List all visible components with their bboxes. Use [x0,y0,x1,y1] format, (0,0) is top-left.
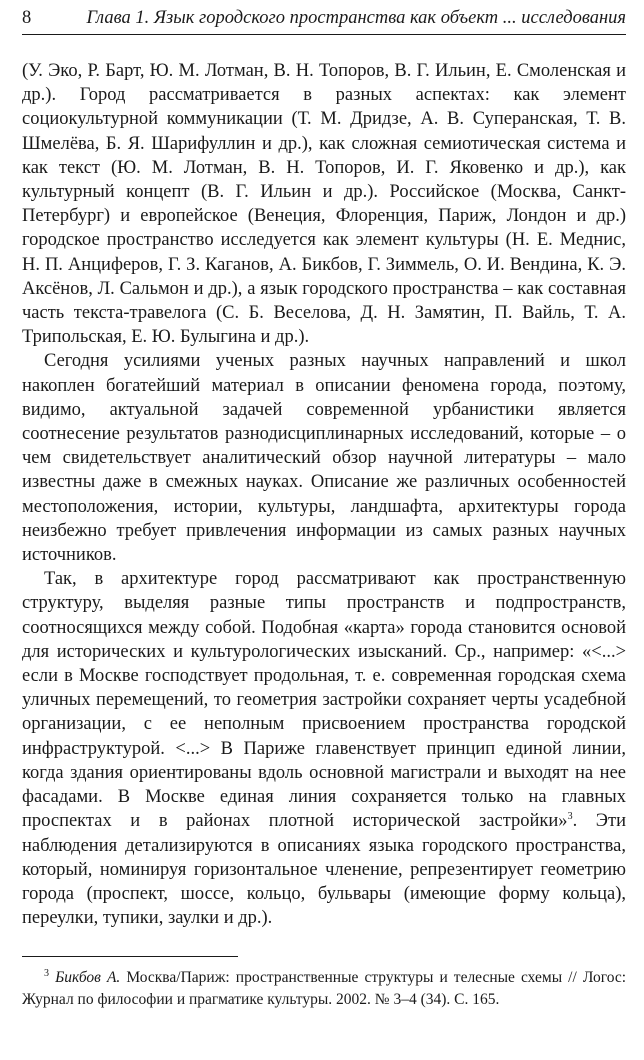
footnote-reference: 3 [567,811,573,823]
body-text [22,59,626,930]
paragraph-2: Сегодня усилиями ученых разных научных направлений и школ накоплен богатейший материал в описании феномена города, поэтому, видимо, актуальной задачей современной урбанистики является соотнесение результатов разнодисциплинарных исследований, которые – о чем свидетельствует аналитический обзор научной литературы – мало известны даже в смежных науках. Описание же различных особенностей местоположения, истории, культуры, ландшафта, архитектуры города неизбежно требует привлечения информации из самых разных научных источников. [22,351,626,566]
page-number: 8 [22,8,32,28]
paragraph-3-text: Так, в архитектуре город рассматривают как пространственную структуру, выделяя разные типы пространств и подпространств, соотносящихся между собой. Подобная «карта» города становится основой для исторических и культурологических изысканий. Ср., например: «<...> если в Москве господствует продольная, т. е. современная городская схема уличных перемещений, то геометрия застройки сохраняет черты усадебной организации, с ее неполным присвоением пространства городской инфраструктурой. <...> В Париже главенствует принцип единой линии, когда здания ориентированы вдоль основной магистрали и выходят на нее фасадами. В Москве единая линия сохраняется только на главных проспектах и в районах плотной исторической застройки» [22,569,626,832]
footnote-author: Бикбов А. [55,969,121,987]
paragraph-3-text-after: . Эти наблюдения детализируются в описаниях языка городского пространства, который, номинируя горизонтальное членение, репрезентирует геометрию города (проспект, шоссе, кольцо, бульвары (имеющие форму кольца), переулки, тупики, заулки и др.). [22,811,626,929]
book-page [22,6,626,1010]
footnote-text: Москва/Париж: пространственные структуры и телесные схемы // Логос: Журнал по философии и прагматике культуры. 2002. № 3–4 (34). С. 165. [22,969,627,1008]
header-rule [22,34,626,35]
paragraph-3 [22,567,626,930]
footnote [22,967,626,1010]
running-head [22,6,626,30]
paragraph-1: (У. Эко, Р. Барт, Ю. М. Лотман, В. Н. Топоров, В. Г. Ильин, Е. Смоленская и др.). Город рассматривается в разных аспектах: как элемент социокультурной коммуникации (Т. М. Дридзе, А. В. Суперанская, Т. В. Шмелёва, Б. Я. Шарифуллин и др.), как сложная семиотическая система и как текст (Ю. М. Лотман, В. Н. Топоров, И. Г. Яковенко и др.), как культурный концепт (В. Г. Ильин и др.). Российское (Москва, Санкт-Петербург) и европейское (Венеция, Флоренция, Париж, Лондон и др.) городское пространство исследуется как элемент культуры (Н. Е. Меднис, Н. П. Анциферов, Г. З. Каганов, А. Бикбов, Г. Зиммель, О. И. Вендина, К. Э. Аксёнов, Л. Сальмон и др.), а язык городского пространства – как составная часть текста-травелога (С. Б. Веселова, Д. Н. Замятин, П. Вайль, Т. А. Трипольская, Е. Ю. Булыгина и др.). [22,61,626,348]
footnote-number: 3 [44,968,49,980]
running-title: Глава 1. Язык городского пространства как объект ... исследования [86,8,626,28]
footnote-rule [22,956,238,957]
